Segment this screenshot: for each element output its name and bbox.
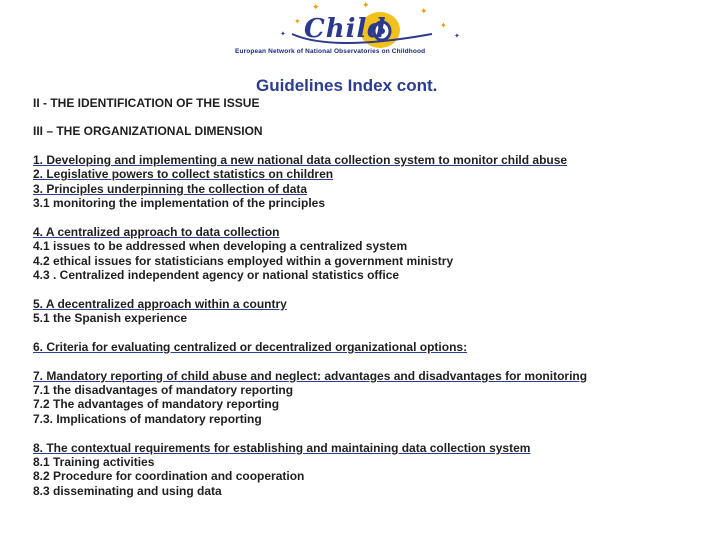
index-link-4[interactable]: 4. A centralized approach to data collection	[33, 225, 280, 239]
index-link-1[interactable]: 1. Developing and implementing a new national data collection system to monitor child abuse	[33, 153, 568, 167]
logo-wordmark: Child	[304, 14, 387, 44]
index-link-2[interactable]: 2. Legislative powers to collect statistics on children	[33, 167, 334, 181]
index-subitem-7-1: 7.1 the disadvantages of mandatory reporting	[33, 383, 294, 397]
logo-star-2: ✦	[362, 0, 370, 10]
index-subitem-8-2: 8.2 Procedure for coordination and cooperation	[33, 469, 305, 483]
logo-star-6: ✦	[280, 31, 286, 38]
logo-tagline: European Network of National Observatories on Childhood	[235, 48, 426, 55]
index-subitem-4-3: 4.3 . Centralized independent agency or national statistics office	[33, 268, 400, 282]
logo-star-1: ✦	[312, 2, 320, 12]
section-heading-identification: II - THE IDENTIFICATION OF THE ISSUE	[33, 96, 260, 110]
index-subitem-5-1: 5.1 the Spanish experience	[33, 311, 188, 325]
logo-star-3: ✦	[420, 6, 428, 16]
index-link-7[interactable]: 7. Mandatory reporting of child abuse and neglect: advantages and disadvantages for monitoring	[33, 369, 588, 383]
logo-star-4: ✦	[294, 17, 301, 26]
section-heading-organizational: III – THE ORGANIZATIONAL DIMENSION	[33, 124, 263, 138]
index-subitem-4-2: 4.2 ethical issues for statisticians employed within a government ministry	[33, 254, 454, 268]
index-link-3[interactable]: 3. Principles underpinning the collection of data	[33, 182, 308, 196]
index-subitem-3-1: 3.1 monitoring the implementation of the principles	[33, 196, 326, 210]
index-subitem-4-1: 4.1 issues to be addressed when developing a centralized system	[33, 239, 408, 253]
index-subitem-8-1: 8.1 Training activities	[33, 455, 155, 469]
logo-star-5: ✦	[440, 21, 447, 30]
index-link-8[interactable]: 8. The contextual requirements for establishing and maintaining data collection system	[33, 441, 531, 455]
logo-star-7: ✦	[454, 33, 460, 40]
index-subitem-8-3: 8.3 disseminating and using data	[33, 484, 222, 498]
index-link-6[interactable]: 6. Criteria for evaluating centralized or decentralized organizational options:	[33, 340, 468, 354]
index-subitem-7-2: 7.2 The advantages of mandatory reporting	[33, 397, 280, 411]
index-link-5[interactable]: 5. A decentralized approach within a country	[33, 297, 287, 311]
index-subitem-7-3: 7.3. Implications of mandatory reporting	[33, 412, 262, 426]
page-title: Guidelines Index cont.	[256, 76, 438, 95]
childon-logo	[232, 0, 497, 60]
